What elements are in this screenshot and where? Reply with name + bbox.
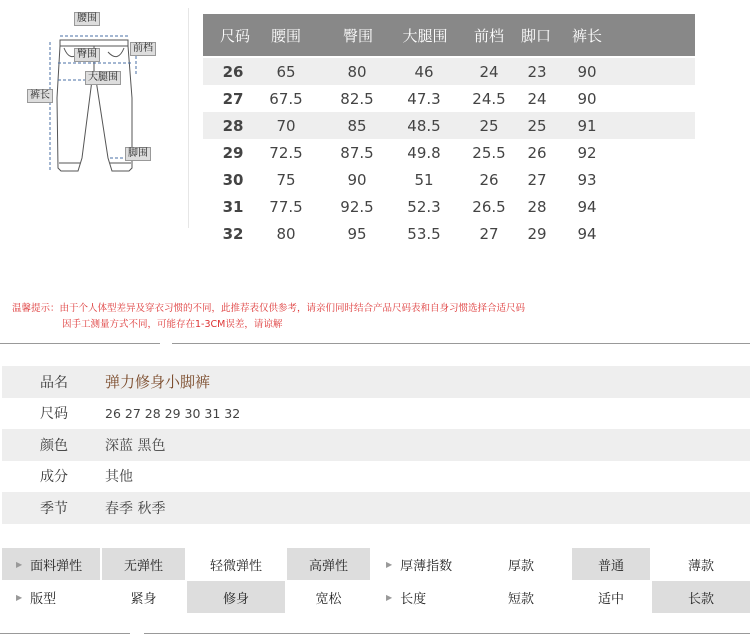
table-cell: 26: [479, 170, 499, 189]
table-cell: 80: [347, 62, 367, 81]
table-cell: 93: [577, 170, 597, 189]
attr-row-2: [2, 581, 750, 613]
attr-option: 厚款: [507, 558, 534, 574]
info-value: 26 27 28 29 30 31 32: [105, 405, 241, 421]
table-cell: 28: [222, 116, 244, 135]
length-label: 裤长: [27, 89, 53, 103]
thigh-label: 大腿围: [85, 71, 121, 85]
header-hem: 脚口: [520, 26, 551, 45]
info-value: 其他: [105, 469, 133, 486]
size-table-header: [203, 14, 695, 56]
table-cell: 30: [222, 170, 244, 189]
attr-label-length: ▶ 长度: [386, 591, 427, 607]
table-cell: 29: [527, 224, 547, 243]
info-row-color: [2, 429, 750, 461]
table-cell: 25: [527, 116, 547, 135]
table-row: [203, 58, 695, 85]
info-row-material: [2, 461, 750, 493]
table-cell: 94: [577, 197, 597, 216]
attr-option-selected: 普通: [572, 548, 650, 580]
table-cell: 90: [577, 89, 597, 108]
header-front-rise: 前档: [473, 26, 504, 45]
divider: [144, 633, 750, 634]
header-thigh: 大腿围: [402, 26, 448, 45]
hip-label: 臀围: [74, 48, 100, 62]
table-cell: 85: [347, 116, 367, 135]
front-rise-label: 前档: [130, 42, 156, 56]
table-cell: 53.5: [407, 224, 441, 243]
info-row-size: [2, 398, 750, 430]
table-cell: 92.5: [340, 197, 374, 216]
attr-option-selected: 高弹性: [287, 548, 370, 580]
table-cell: 48.5: [407, 116, 441, 135]
table-cell: 77.5: [269, 197, 303, 216]
table-cell: 52.3: [407, 197, 441, 216]
table-cell: 46: [414, 62, 434, 81]
hem-label: 脚围: [125, 147, 151, 161]
table-row: [203, 85, 695, 112]
table-row: [203, 166, 695, 193]
attr-option-selected: 长款: [652, 581, 750, 613]
attr-option: 无弹性: [102, 548, 185, 580]
info-key: 颜色: [40, 437, 68, 454]
attr-label-elasticity: ▶ 面料弹性: [2, 548, 100, 580]
info-row-season: [2, 492, 750, 524]
table-cell: 25.5: [472, 143, 506, 162]
table-cell: 49.8: [407, 143, 441, 162]
info-key: 品名: [40, 374, 68, 391]
size-note: [12, 301, 525, 333]
info-value: 春季 秋季: [105, 500, 166, 517]
table-cell: 94: [577, 224, 597, 243]
header-hip: 臀围: [342, 26, 373, 45]
info-row-name: [2, 366, 750, 398]
table-cell: 27: [527, 170, 547, 189]
note-line-1: 温馨提示：由于个人体型差异及穿衣习惯的不同，此推荐表仅供参考，请亲们同时结合产品尺码表和自身习惯选择合适尺码: [12, 303, 526, 314]
attr-label-fit: ▶ 版型: [16, 591, 57, 607]
divider: [0, 633, 130, 634]
table-cell: 65: [276, 62, 296, 81]
table-cell: 80: [276, 224, 296, 243]
header-length: 裤长: [571, 26, 602, 45]
table-cell: 26: [222, 62, 244, 81]
table-cell: 31: [222, 197, 244, 216]
size-table: [203, 14, 695, 247]
waist-label: 腰围: [74, 12, 100, 26]
attribute-grid: [2, 548, 750, 613]
info-value: 深蓝 黑色: [105, 437, 166, 454]
table-row: [203, 139, 695, 166]
table-cell: 28: [527, 197, 547, 216]
product-info-table: [2, 366, 750, 524]
table-cell: 27: [479, 224, 499, 243]
table-cell: 91: [577, 116, 597, 135]
table-cell: 26.5: [472, 197, 506, 216]
table-cell: 26: [527, 143, 547, 162]
table-cell: 32: [222, 224, 244, 243]
table-cell: 67.5: [269, 89, 303, 108]
triangle-right-icon: ▶: [16, 592, 23, 602]
table-row: [203, 220, 695, 247]
attr-label-thickness: ▶ 厚薄指数: [386, 558, 453, 574]
product-name: 弹力修身小脚裤: [105, 373, 211, 392]
table-cell: 25: [479, 116, 499, 135]
table-cell: 24: [527, 89, 547, 108]
info-key: 成分: [40, 469, 68, 486]
table-cell: 92: [577, 143, 597, 162]
attr-option: 轻微弹性: [209, 558, 262, 574]
triangle-right-icon: ▶: [386, 592, 393, 602]
pants-outline-icon: [8, 8, 188, 228]
table-cell: 51: [414, 170, 434, 189]
pants-diagram: [8, 8, 189, 228]
divider: [0, 343, 160, 344]
note-line-2: 因手工测量方式不同，可能存在1-3CM误差，请谅解: [62, 319, 283, 330]
attr-option: 紧身: [130, 591, 157, 607]
triangle-right-icon: ▶: [16, 559, 23, 569]
table-row: [203, 112, 695, 139]
table-cell: 24: [479, 62, 499, 81]
attr-option: 短款: [507, 591, 534, 607]
table-cell: 82.5: [340, 89, 374, 108]
table-cell: 29: [222, 143, 244, 162]
attr-option-selected: 修身: [187, 581, 285, 613]
header-size: 尺码: [219, 26, 250, 45]
table-cell: 75: [276, 170, 296, 189]
header-waist: 腰围: [270, 26, 301, 45]
table-cell: 72.5: [269, 143, 303, 162]
table-cell: 95: [347, 224, 367, 243]
table-row: [203, 193, 695, 220]
table-cell: 27: [222, 89, 244, 108]
triangle-right-icon: ▶: [386, 559, 393, 569]
info-key: 尺码: [40, 406, 68, 423]
table-cell: 90: [347, 170, 367, 189]
attr-option: 宽松: [315, 591, 342, 607]
info-key: 季节: [40, 500, 68, 517]
table-cell: 87.5: [340, 143, 374, 162]
table-cell: 90: [577, 62, 597, 81]
table-cell: 70: [276, 116, 296, 135]
divider: [172, 343, 750, 344]
attr-row-1: [2, 548, 750, 580]
attr-option: 适中: [597, 591, 624, 607]
table-cell: 24.5: [472, 89, 506, 108]
table-cell: 47.3: [407, 89, 441, 108]
table-cell: 23: [527, 62, 547, 81]
attr-option: 薄款: [687, 558, 714, 574]
